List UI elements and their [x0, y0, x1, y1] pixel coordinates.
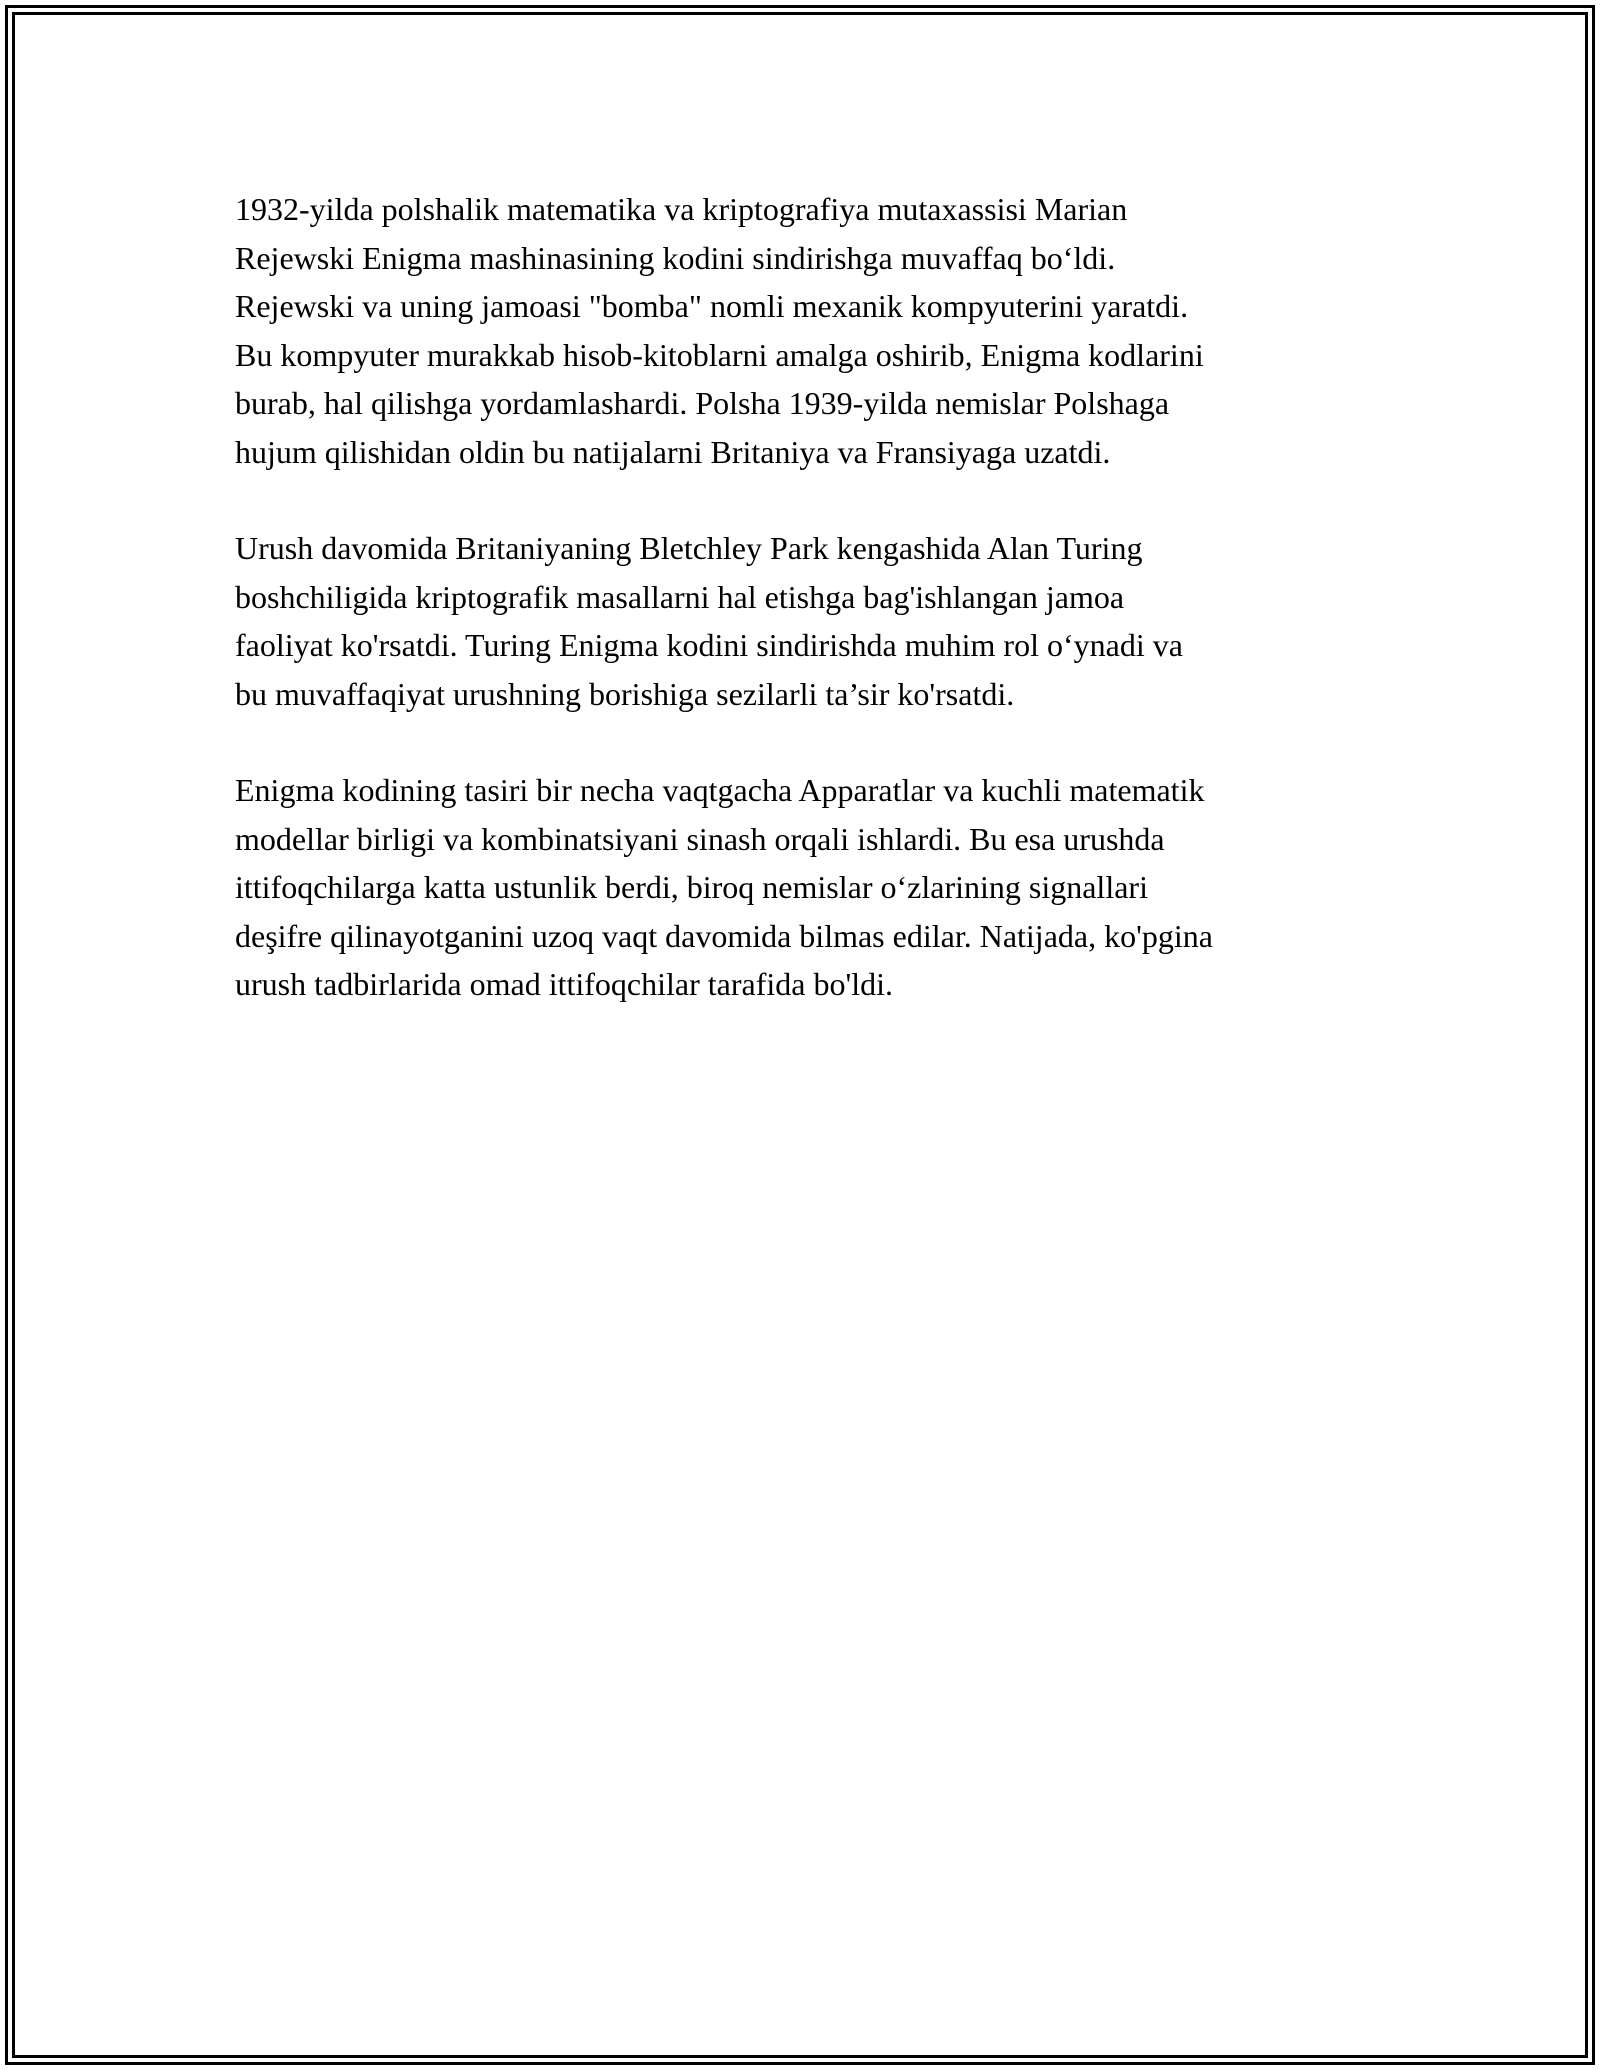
text-line: boshchiligida kriptografik masallarni hal etishga bag'ishlangan jamoa	[235, 578, 1125, 615]
text-line: bu muvaffaqiyat urushning borishiga sezilarli ta’sir ko'rsatdi.	[235, 675, 1015, 712]
text-line: hujum qilishidan oldin bu natijalarni Britaniya va Fransiyaga uzatdi.	[235, 433, 1111, 470]
document-body	[235, 185, 1385, 1057]
text-line: burab, hal qilishga yordamlashardi. Polsha 1939-yilda nemislar Polshaga	[235, 385, 1170, 421]
paragraph-3	[235, 766, 1385, 1009]
paragraph-1	[235, 185, 1385, 476]
paragraph-2	[235, 524, 1385, 718]
text-line: Bu kompyuter murakkab hisob-kitoblarni amalga oshirib, Enigma kodlarini	[235, 336, 1204, 373]
text-line: Rejewski Enigma mashinasining kodini sindirishga muvaffaq boʻldi.	[235, 239, 1116, 276]
text-line: Enigma kodining tasiri bir necha vaqtgacha Apparatlar va kuchli matematik	[235, 772, 1205, 808]
text-line: modellar birligi va kombinatsiyani sinash orqali ishlardi. Bu esa urushda	[235, 820, 1165, 857]
text-line: deşifre qilinayotganini uzoq vaqt davomida bilmas edilar. Natijada, ko'pgina	[235, 917, 1213, 954]
text-line: 1932-yilda polshalik matematika va kriptografiya mutaxassisi Marian	[235, 191, 1128, 227]
text-line: ittifoqchilarga katta ustunlik berdi, biroq nemislar oʻzlarining signallari	[235, 869, 1148, 905]
text-line: Urush davomida Britaniyaning Bletchley Park kengashida Alan Turing	[235, 530, 1143, 566]
text-line: faoliyat ko'rsatdi. Turing Enigma kodini sindirishda muhim rol oʻynadi va	[235, 627, 1183, 663]
text-line: Rejewski va uning jamoasi "bomba" nomli mexanik kompyuterini yaratdi.	[235, 288, 1189, 324]
text-line: urush tadbirlarida omad ittifoqchilar tarafida bo'ldi.	[235, 966, 893, 1002]
